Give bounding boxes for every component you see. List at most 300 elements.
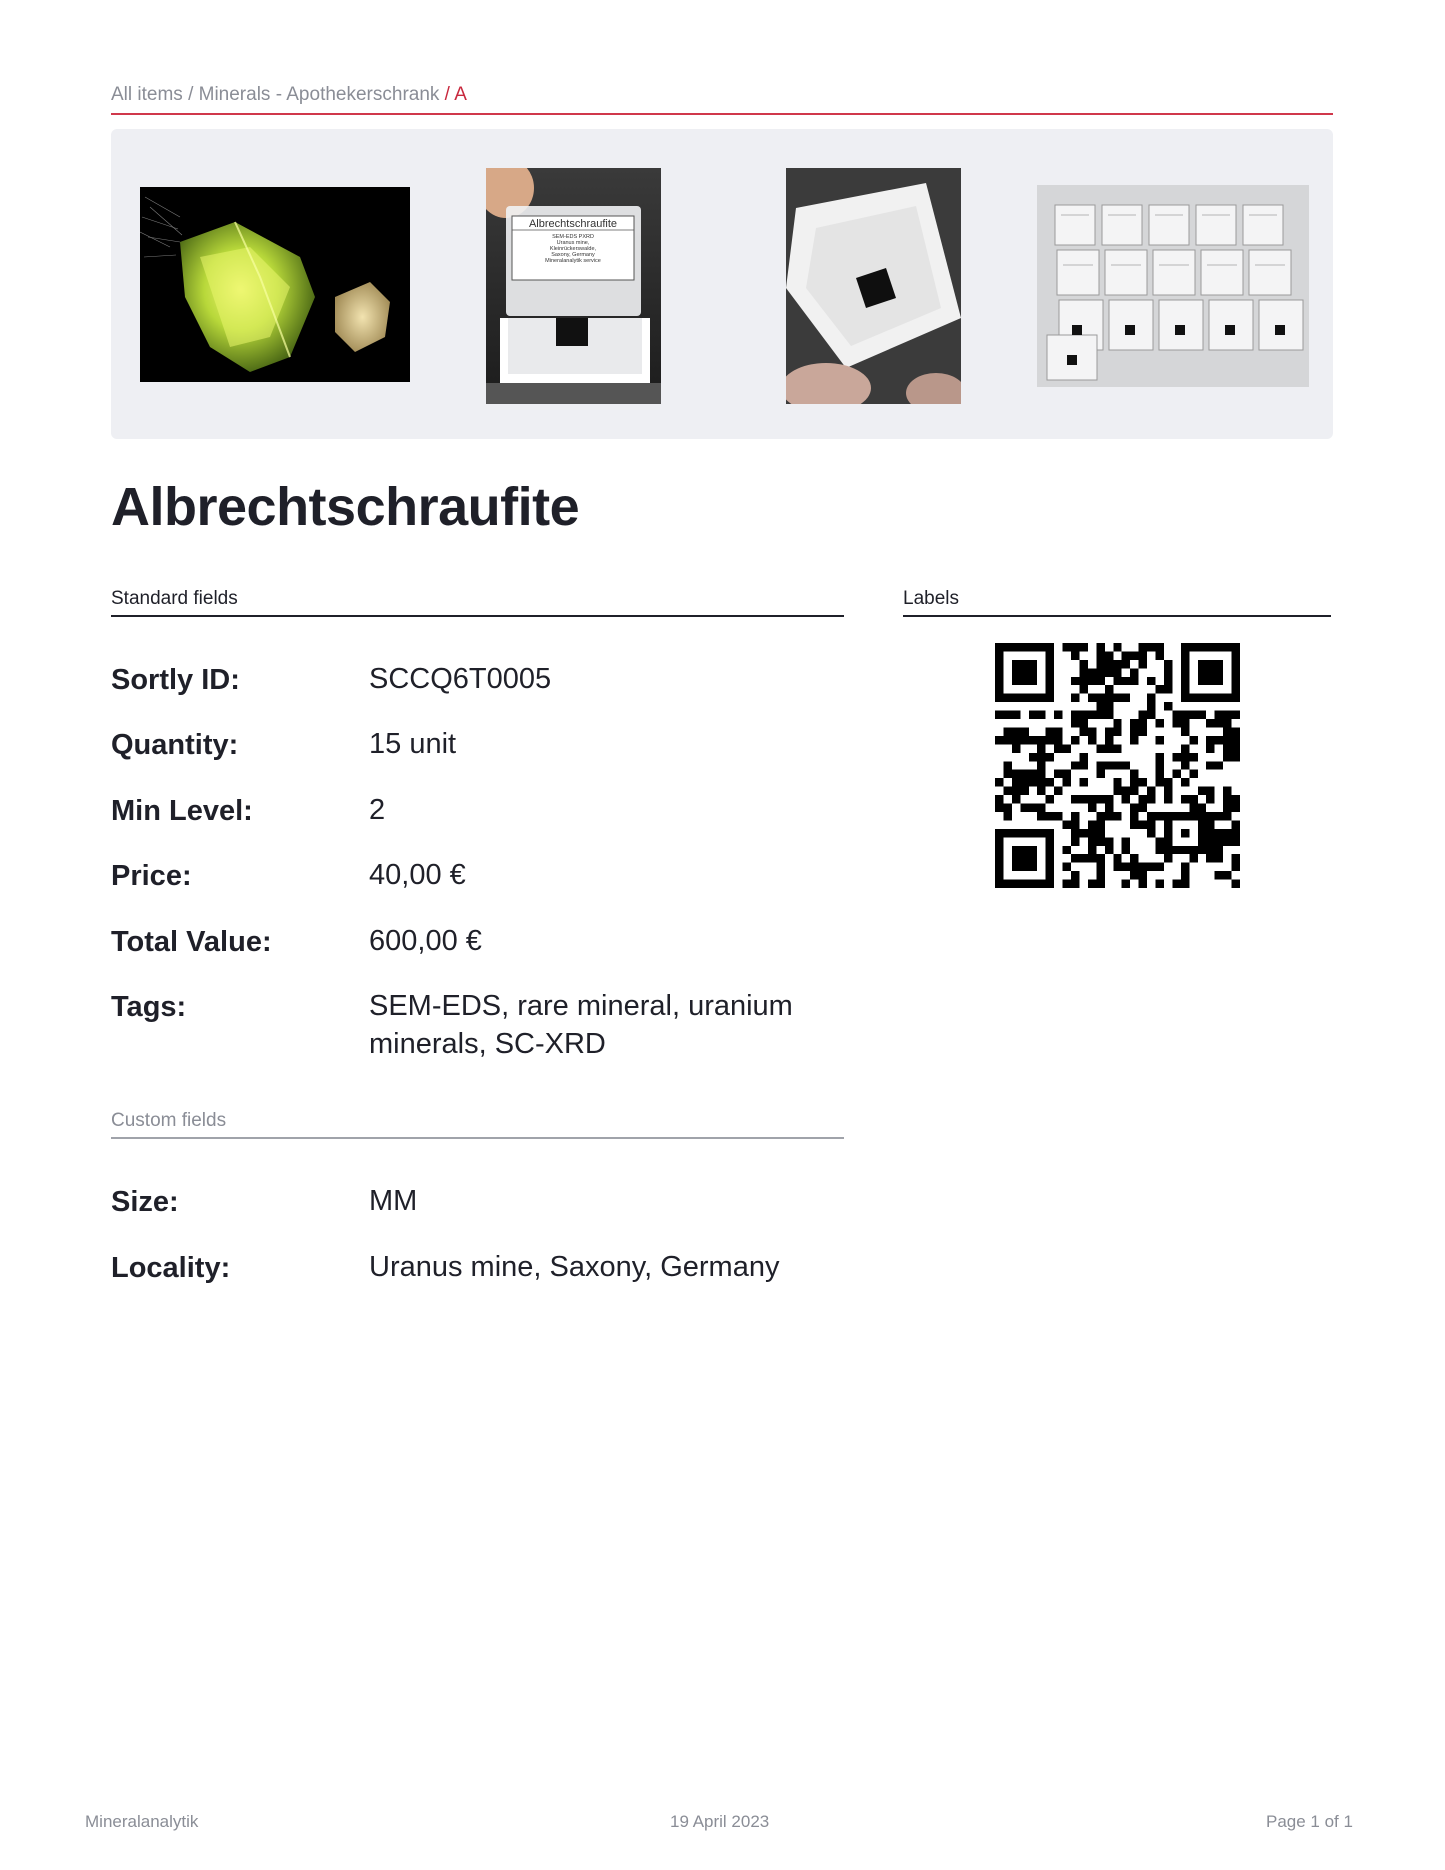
qr-module bbox=[1046, 685, 1054, 693]
qr-module bbox=[1164, 677, 1172, 685]
qr-module bbox=[1079, 795, 1087, 803]
qr-module bbox=[1071, 694, 1079, 702]
qr-module bbox=[1139, 795, 1147, 803]
qr-module bbox=[1164, 846, 1172, 854]
qr-module bbox=[1105, 761, 1113, 769]
qr-module bbox=[1139, 863, 1147, 871]
qr-module bbox=[1172, 719, 1180, 727]
qr-module bbox=[1020, 677, 1028, 685]
qr-module bbox=[1071, 854, 1079, 862]
qr-module bbox=[1130, 719, 1138, 727]
qr-module bbox=[1122, 837, 1130, 845]
qr-module bbox=[1223, 744, 1231, 752]
sample-label-title: Albrechtschraufite bbox=[528, 218, 618, 230]
qr-module bbox=[1020, 778, 1028, 786]
qr-module bbox=[995, 736, 1003, 744]
qr-module bbox=[1147, 643, 1155, 651]
qr-module bbox=[1189, 753, 1197, 761]
labels-heading: Labels bbox=[903, 588, 1331, 617]
breadcrumb-current[interactable]: A bbox=[454, 84, 467, 105]
standard-fields-heading: Standard fields bbox=[111, 588, 844, 617]
qr-module bbox=[1181, 753, 1189, 761]
qr-module bbox=[1071, 871, 1079, 879]
qr-module bbox=[1139, 871, 1147, 879]
qr-module bbox=[1181, 711, 1189, 719]
qr-module bbox=[1147, 702, 1155, 710]
qr-module bbox=[1181, 694, 1189, 702]
qr-module bbox=[1079, 677, 1087, 685]
qr-module bbox=[1232, 677, 1240, 685]
qr-module bbox=[1096, 651, 1104, 659]
sample-box-label-photo[interactable] bbox=[486, 168, 661, 404]
qr-module bbox=[1223, 837, 1231, 845]
sample-label-line: SEM-EDS PXRD bbox=[552, 234, 594, 240]
qr-module bbox=[1215, 694, 1223, 702]
sample-box-icon bbox=[486, 168, 661, 404]
sample-tray-photo[interactable] bbox=[1037, 185, 1309, 387]
qr-module bbox=[995, 685, 1003, 693]
qr-module bbox=[1189, 770, 1197, 778]
qr-module bbox=[1130, 668, 1138, 676]
qr-module bbox=[1139, 804, 1147, 812]
qr-module bbox=[995, 668, 1003, 676]
qr-module bbox=[1206, 660, 1214, 668]
breadcrumb bbox=[111, 84, 1333, 115]
qr-module bbox=[1046, 668, 1054, 676]
qr-module bbox=[1181, 778, 1189, 786]
qr-module bbox=[1046, 837, 1054, 845]
qr-module bbox=[1206, 719, 1214, 727]
qr-module bbox=[1088, 727, 1096, 735]
qr-module bbox=[1037, 694, 1045, 702]
qr-module bbox=[1232, 651, 1240, 659]
qr-module bbox=[1003, 694, 1011, 702]
qr-module bbox=[1012, 643, 1020, 651]
custom-fields-heading: Custom fields bbox=[111, 1110, 844, 1139]
qr-module bbox=[1003, 880, 1011, 888]
qr-module bbox=[1046, 846, 1054, 854]
qr-module bbox=[1189, 846, 1197, 854]
qr-module bbox=[1105, 694, 1113, 702]
qr-module bbox=[1071, 719, 1079, 727]
qr-module bbox=[1122, 660, 1130, 668]
qr-module bbox=[1164, 660, 1172, 668]
qr-module bbox=[1012, 744, 1020, 752]
qr-module bbox=[1181, 880, 1189, 888]
qr-module bbox=[1088, 711, 1096, 719]
qr-module bbox=[1096, 812, 1104, 820]
qr-module bbox=[1223, 736, 1231, 744]
qr-module bbox=[1198, 711, 1206, 719]
field-label-min-level: Min Level: bbox=[111, 795, 253, 827]
qr-module bbox=[1105, 846, 1113, 854]
qr-module bbox=[1147, 711, 1155, 719]
qr-module bbox=[1181, 744, 1189, 752]
sample-box-label bbox=[512, 216, 634, 264]
qr-module bbox=[1054, 736, 1062, 744]
qr-module bbox=[1071, 795, 1079, 803]
qr-module bbox=[1088, 846, 1096, 854]
qr-module bbox=[1206, 837, 1214, 845]
qr-module bbox=[995, 871, 1003, 879]
qr-module bbox=[1181, 668, 1189, 676]
qr-module bbox=[1130, 677, 1138, 685]
qr-module bbox=[1054, 812, 1062, 820]
qr-module bbox=[1198, 829, 1206, 837]
field-value-sortly-id: SCCQ6T0005 bbox=[369, 663, 552, 695]
qr-module bbox=[1215, 660, 1223, 668]
qr-module bbox=[1232, 643, 1240, 651]
qr-module bbox=[1029, 829, 1037, 837]
qr-module bbox=[1189, 643, 1197, 651]
sample-box-photo[interactable] bbox=[786, 168, 961, 404]
qr-module bbox=[1147, 863, 1155, 871]
qr-module bbox=[1020, 854, 1028, 862]
qr-module bbox=[1147, 829, 1155, 837]
qr-module bbox=[1046, 677, 1054, 685]
qr-module bbox=[1079, 668, 1087, 676]
qr-module bbox=[1122, 651, 1130, 659]
qr-module bbox=[1020, 643, 1028, 651]
qr-module bbox=[1029, 643, 1037, 651]
qr-module bbox=[1012, 863, 1020, 871]
qr-module bbox=[1012, 711, 1020, 719]
qr-module bbox=[1139, 719, 1147, 727]
qr-module bbox=[995, 880, 1003, 888]
qr-module bbox=[1088, 694, 1096, 702]
qr-module bbox=[1223, 787, 1231, 795]
sample-tray-icon bbox=[1037, 185, 1309, 387]
qr-module bbox=[1113, 727, 1121, 735]
qr-module bbox=[1054, 711, 1062, 719]
qr-module bbox=[1223, 719, 1231, 727]
qr-module bbox=[1063, 770, 1071, 778]
qr-module bbox=[1130, 787, 1138, 795]
qr-module bbox=[1071, 829, 1079, 837]
qr-module bbox=[1020, 880, 1028, 888]
qr-module bbox=[1172, 711, 1180, 719]
qr-module bbox=[1156, 837, 1164, 845]
qr-module bbox=[1113, 761, 1121, 769]
qr-module bbox=[1113, 660, 1121, 668]
qr-module bbox=[1139, 643, 1147, 651]
qr-module bbox=[1037, 711, 1045, 719]
qr-module bbox=[1105, 702, 1113, 710]
qr-module bbox=[1181, 829, 1189, 837]
qr-module bbox=[1232, 668, 1240, 676]
qr-module bbox=[1079, 778, 1087, 786]
qr-module bbox=[1096, 761, 1104, 769]
qr-module bbox=[1232, 736, 1240, 744]
qr-module bbox=[1198, 837, 1206, 845]
qr-module bbox=[1147, 787, 1155, 795]
qr-module bbox=[1003, 711, 1011, 719]
crystal-photo[interactable] bbox=[140, 187, 410, 382]
qr-module bbox=[1096, 829, 1104, 837]
qr-module bbox=[1139, 711, 1147, 719]
qr-module bbox=[995, 660, 1003, 668]
field-label-locality: Locality: bbox=[111, 1252, 231, 1284]
qr-module bbox=[1037, 804, 1045, 812]
qr-module bbox=[1096, 880, 1104, 888]
qr-module bbox=[995, 863, 1003, 871]
sample-label-line: Uranus mine, bbox=[556, 240, 590, 246]
footer-company: Mineralanalytik bbox=[85, 1812, 199, 1831]
qr-module bbox=[1215, 829, 1223, 837]
qr-module bbox=[1029, 846, 1037, 854]
qr-module bbox=[1198, 846, 1206, 854]
qr-module bbox=[1232, 753, 1240, 761]
qr-module bbox=[1147, 820, 1155, 828]
breadcrumb-path[interactable]: All items / Minerals - Apothekerschrank bbox=[111, 84, 440, 105]
qr-module bbox=[1172, 770, 1180, 778]
qr-module bbox=[1012, 770, 1020, 778]
qr-module bbox=[1172, 880, 1180, 888]
qr-module bbox=[1003, 727, 1011, 735]
qr-module bbox=[1181, 761, 1189, 769]
qr-module bbox=[1046, 880, 1054, 888]
qr-module bbox=[1071, 736, 1079, 744]
qr-module bbox=[1215, 837, 1223, 845]
qr-module bbox=[1198, 787, 1206, 795]
qr-module bbox=[1189, 795, 1197, 803]
qr-module bbox=[1215, 812, 1223, 820]
qr-module bbox=[1079, 719, 1087, 727]
qr-module bbox=[1122, 677, 1130, 685]
qr-module bbox=[1020, 668, 1028, 676]
open-box-icon bbox=[786, 168, 961, 404]
qr-module bbox=[1037, 880, 1045, 888]
qr-module bbox=[1206, 761, 1214, 769]
qr-module bbox=[1113, 677, 1121, 685]
qr-module bbox=[1079, 711, 1087, 719]
qr-module bbox=[1096, 871, 1104, 879]
field-label-size: Size: bbox=[111, 1186, 179, 1218]
qr-module bbox=[1096, 863, 1104, 871]
qr-module bbox=[1046, 812, 1054, 820]
field-value-quantity: 15 unit bbox=[369, 728, 457, 760]
qr-module bbox=[1037, 770, 1045, 778]
qr-module bbox=[1181, 795, 1189, 803]
qr-module bbox=[1164, 702, 1172, 710]
qr-module bbox=[1130, 871, 1138, 879]
qr-module bbox=[1020, 829, 1028, 837]
qr-module bbox=[1147, 812, 1155, 820]
qr-module bbox=[1079, 854, 1087, 862]
qr-module bbox=[1147, 795, 1155, 803]
qr-module bbox=[1181, 660, 1189, 668]
qr-module bbox=[1012, 677, 1020, 685]
qr-module bbox=[1130, 736, 1138, 744]
qr-module bbox=[1012, 829, 1020, 837]
qr-module bbox=[1232, 829, 1240, 837]
qr-module bbox=[1164, 795, 1172, 803]
qr-module bbox=[1029, 677, 1037, 685]
qr-module bbox=[1037, 812, 1045, 820]
qr-module bbox=[1105, 837, 1113, 845]
qr-module bbox=[1054, 787, 1062, 795]
qr-module bbox=[1215, 719, 1223, 727]
sample-label-line: Saxony, Germany bbox=[551, 252, 595, 258]
qr-module bbox=[1232, 820, 1240, 828]
qr-module bbox=[1003, 787, 1011, 795]
qr-module bbox=[1071, 711, 1079, 719]
sample-label-line: Kleinrückerswalde, bbox=[549, 246, 597, 252]
qr-module bbox=[1181, 812, 1189, 820]
qr-module bbox=[1096, 711, 1104, 719]
qr-module bbox=[1113, 863, 1121, 871]
qr-module bbox=[1164, 820, 1172, 828]
qr-module bbox=[1003, 804, 1011, 812]
qr-module bbox=[1181, 685, 1189, 693]
qr-module bbox=[995, 829, 1003, 837]
qr-module bbox=[995, 804, 1003, 812]
qr-code-icon bbox=[995, 643, 1240, 888]
qr-module bbox=[1088, 795, 1096, 803]
qr-module bbox=[1156, 880, 1164, 888]
qr-module bbox=[1223, 711, 1231, 719]
qr-module bbox=[1139, 651, 1147, 659]
qr-module bbox=[1046, 727, 1054, 735]
qr-module bbox=[1105, 736, 1113, 744]
qr-module bbox=[1046, 753, 1054, 761]
qr-module bbox=[1232, 711, 1240, 719]
qr-module bbox=[1172, 753, 1180, 761]
qr-module bbox=[1088, 677, 1096, 685]
qr-module bbox=[1012, 795, 1020, 803]
qr-module bbox=[1012, 727, 1020, 735]
qr-module bbox=[1096, 854, 1104, 862]
qr-module bbox=[1206, 846, 1214, 854]
qr-module bbox=[1172, 846, 1180, 854]
qr-module bbox=[1206, 829, 1214, 837]
qr-module bbox=[1071, 820, 1079, 828]
qr-module bbox=[1189, 694, 1197, 702]
qr-module bbox=[1079, 685, 1087, 693]
qr-module bbox=[1198, 668, 1206, 676]
qr-module bbox=[1156, 651, 1164, 659]
qr-module bbox=[1063, 863, 1071, 871]
qr-module bbox=[1037, 787, 1045, 795]
qr-module bbox=[1063, 643, 1071, 651]
qr-module bbox=[1113, 694, 1121, 702]
qr-module bbox=[1232, 795, 1240, 803]
qr-module bbox=[1029, 880, 1037, 888]
qr-module bbox=[1189, 711, 1197, 719]
qr-module bbox=[1012, 854, 1020, 862]
qr-module bbox=[1189, 812, 1197, 820]
qr-module bbox=[1130, 863, 1138, 871]
sample-label-line: Mineralanalytik service bbox=[545, 258, 601, 264]
qr-module bbox=[1088, 668, 1096, 676]
qr-module bbox=[1088, 880, 1096, 888]
qr-module bbox=[1046, 829, 1054, 837]
qr-module bbox=[1003, 812, 1011, 820]
qr-module bbox=[1088, 829, 1096, 837]
qr-module bbox=[1003, 770, 1011, 778]
qr-module bbox=[1012, 736, 1020, 744]
qr-module bbox=[1156, 736, 1164, 744]
qr-module bbox=[1223, 643, 1231, 651]
qr-module bbox=[1147, 694, 1155, 702]
qr-module bbox=[1156, 778, 1164, 786]
qr-module bbox=[1130, 778, 1138, 786]
qr-module bbox=[1020, 804, 1028, 812]
qr-module bbox=[1037, 744, 1045, 752]
qr-module bbox=[1232, 804, 1240, 812]
qr-module bbox=[1147, 677, 1155, 685]
qr-module bbox=[1189, 736, 1197, 744]
qr-module bbox=[1156, 643, 1164, 651]
qr-module bbox=[1096, 643, 1104, 651]
qr-module bbox=[1223, 829, 1231, 837]
qr-module bbox=[1164, 829, 1172, 837]
qr-module bbox=[1189, 804, 1197, 812]
qr-module bbox=[1130, 820, 1138, 828]
qr-module bbox=[1054, 770, 1062, 778]
qr-module bbox=[1105, 804, 1113, 812]
qr-module bbox=[1096, 795, 1104, 803]
qr-module bbox=[1063, 880, 1071, 888]
qr-module bbox=[1122, 787, 1130, 795]
qr-module bbox=[1105, 711, 1113, 719]
qr-module bbox=[1037, 829, 1045, 837]
field-value-locality: Uranus mine, Saxony, Germany bbox=[369, 1251, 780, 1283]
field-value-size: MM bbox=[369, 1185, 418, 1217]
qr-module bbox=[1172, 812, 1180, 820]
qr-module bbox=[1054, 744, 1062, 752]
qr-module bbox=[1105, 812, 1113, 820]
qr-module bbox=[1079, 829, 1087, 837]
qr-module bbox=[1206, 820, 1214, 828]
qr-module bbox=[1198, 677, 1206, 685]
qr-module bbox=[1215, 711, 1223, 719]
qr-module bbox=[1071, 812, 1079, 820]
qr-module bbox=[1079, 761, 1087, 769]
qr-module bbox=[1113, 854, 1121, 862]
qr-module bbox=[1215, 643, 1223, 651]
qr-module bbox=[1215, 677, 1223, 685]
qr-module bbox=[1223, 871, 1231, 879]
qr-module bbox=[1046, 795, 1054, 803]
qr-module bbox=[1046, 660, 1054, 668]
qr-module bbox=[1206, 668, 1214, 676]
qr-module bbox=[995, 837, 1003, 845]
qr-module bbox=[1122, 694, 1130, 702]
qr-module bbox=[1079, 753, 1087, 761]
qr-module bbox=[1122, 863, 1130, 871]
qr-module bbox=[1012, 787, 1020, 795]
qr-module bbox=[1012, 880, 1020, 888]
qr-module bbox=[1232, 727, 1240, 735]
photo-gallery bbox=[111, 129, 1333, 439]
qr-module bbox=[1046, 694, 1054, 702]
footer-page: Page 1 of 1 bbox=[1266, 1812, 1353, 1831]
qr-module bbox=[1139, 778, 1147, 786]
qr-module bbox=[995, 778, 1003, 786]
qr-module bbox=[1029, 778, 1037, 786]
qr-module bbox=[1071, 677, 1079, 685]
qr-module bbox=[1020, 736, 1028, 744]
qr-module bbox=[995, 854, 1003, 862]
qr-module bbox=[1037, 736, 1045, 744]
qr-module bbox=[1139, 660, 1147, 668]
qr-module bbox=[1223, 694, 1231, 702]
qr-module bbox=[1020, 863, 1028, 871]
qr-module bbox=[1105, 795, 1113, 803]
qr-module bbox=[1198, 804, 1206, 812]
qr-module bbox=[1156, 719, 1164, 727]
